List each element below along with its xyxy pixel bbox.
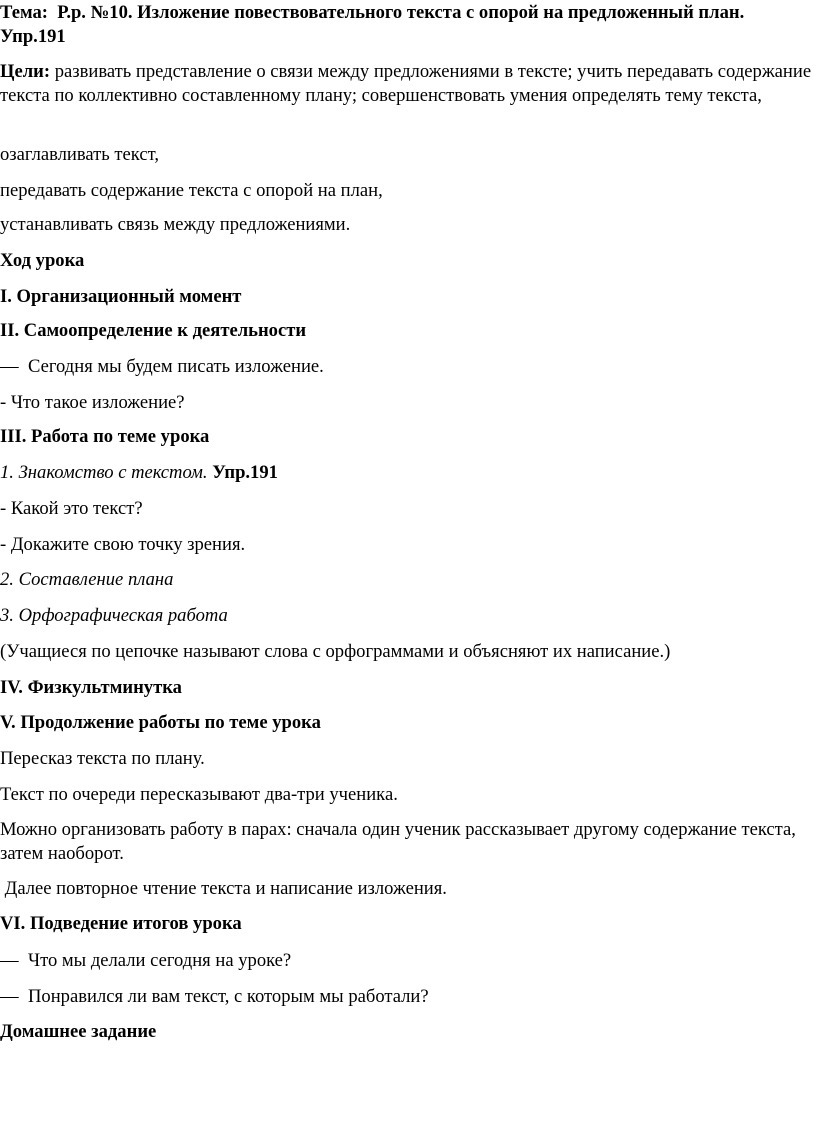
stage-3-heading: III. Работа по теме урока: [0, 426, 210, 447]
step-1-text: 1. Знакомство с текстом.: [0, 462, 208, 483]
stage-6-question-1: [0, 950, 291, 972]
stage-3-step-2: 2. Составление плана: [0, 569, 174, 590]
stage-6-question-2-text: Понравился ли вам текст, с которым мы работали?: [28, 986, 429, 1007]
goal-item: устанавливать связь между предложениями.: [0, 214, 351, 235]
stage-5-paragraph-3: Можно организовать работу в парах: сначала один ученик рассказывает другому содержание текста, затем наоборот.: [0, 819, 796, 864]
stage-2-heading: II. Самоопределение к деятельности: [0, 320, 307, 341]
goals-label: Цели:: [0, 61, 51, 82]
stage-6-heading: VI. Подведение итогов урока: [0, 913, 242, 934]
dash-mark: —: [0, 356, 19, 377]
topic-label: Тема:: [0, 2, 48, 23]
stage-5-heading: V. Продолжение работы по теме урока: [0, 712, 321, 733]
stage-1-heading: I. Организационный момент: [0, 286, 242, 307]
topic-line-2: Упр.191: [0, 26, 66, 47]
lesson-heading: Ход урока: [0, 250, 85, 271]
stage-3-question-2: - Докажите свою точку зрения.: [0, 534, 246, 555]
goal-item: передавать содержание текста с опорой на план,: [0, 180, 383, 201]
stage-2-line-1-text: Сегодня мы будем писать изложение.: [28, 356, 324, 377]
stage-2-line-2: - Что такое изложение?: [0, 392, 185, 413]
stage-5-paragraph-1: Пересказ текста по плану.: [0, 748, 205, 769]
dash-mark: —: [0, 950, 19, 971]
topic-line-1: [0, 2, 744, 24]
stage-4-heading: IV. Физкультминутка: [0, 677, 182, 698]
dash-mark: —: [0, 986, 19, 1007]
goal-item: озаглавливать текст,: [0, 144, 160, 165]
stage-3-step-1: [0, 462, 278, 484]
homework-heading: Домашнее задание: [0, 1021, 157, 1042]
stage-3-question-1: - Какой это текст?: [0, 498, 143, 519]
stage-3-note: (Учащиеся по цепочке называют слова с орфограммами и объясняют их написание.): [0, 641, 671, 662]
stage-6-question-1-text: Что мы делали сегодня на уроке?: [28, 950, 292, 971]
stage-5-paragraph-4: Далее повторное чтение текста и написание изложения.: [0, 878, 447, 899]
stage-2-line-1: [0, 356, 324, 378]
topic-text: Р.р. №10. Изложение повествовательного текста с опорой на предложенный план.: [57, 2, 745, 23]
stage-6-question-2: [0, 986, 429, 1008]
stage-5-paragraph-2: Текст по очереди пересказывают два-три ученика.: [0, 784, 398, 805]
goals-paragraph: [0, 60, 812, 108]
stage-3-step-3: 3. Орфографическая работа: [0, 605, 228, 626]
goals-text: развивать представление о связи между предложениями в тексте; учить передавать содержание текста по коллективно составленному плану; совершенствовать умения определять тему текста,: [0, 61, 812, 106]
step-1-exercise: Упр.191: [212, 462, 278, 483]
